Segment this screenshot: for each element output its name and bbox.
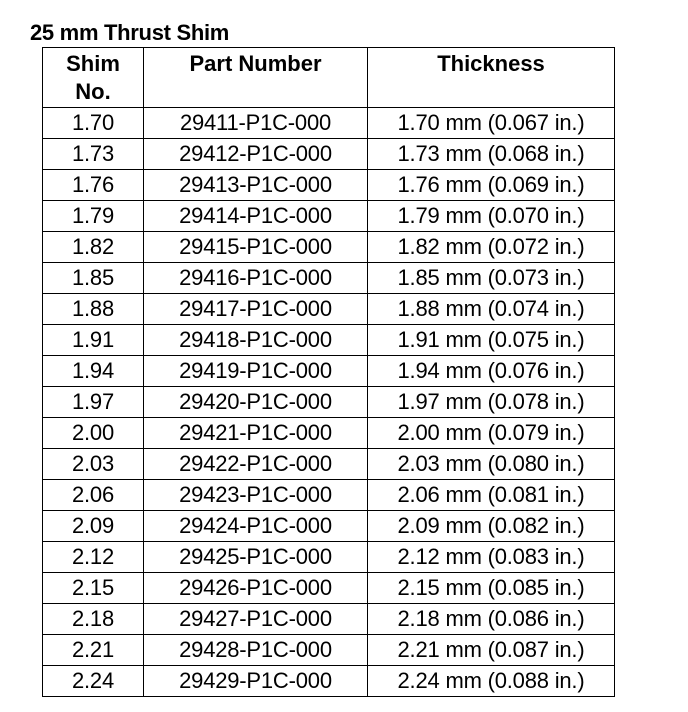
table-row: [43, 356, 615, 387]
table-row: [43, 635, 615, 666]
cell-part-number: 29426-P1C-000: [144, 573, 368, 604]
cell-part-number: 29411-P1C-000: [144, 108, 368, 139]
cell-thickness: 1.85 mm (0.073 in.): [368, 263, 615, 294]
table-row: [43, 418, 615, 449]
cell-part-number: 29412-P1C-000: [144, 139, 368, 170]
table-row: [43, 449, 615, 480]
table-row: [43, 294, 615, 325]
cell-shim-no: 2.09: [43, 511, 144, 542]
table-row: [43, 666, 615, 697]
cell-thickness: 2.03 mm (0.080 in.): [368, 449, 615, 480]
table-row: [43, 604, 615, 635]
cell-part-number: 29418-P1C-000: [144, 325, 368, 356]
cell-thickness: 2.06 mm (0.081 in.): [368, 480, 615, 511]
table-row: [43, 108, 615, 139]
cell-shim-no: 1.97: [43, 387, 144, 418]
table-row: [43, 201, 615, 232]
cell-part-number: 29416-P1C-000: [144, 263, 368, 294]
cell-thickness: 1.88 mm (0.074 in.): [368, 294, 615, 325]
cell-thickness: 1.94 mm (0.076 in.): [368, 356, 615, 387]
table-row: [43, 232, 615, 263]
cell-part-number: 29427-P1C-000: [144, 604, 368, 635]
cell-shim-no: 2.12: [43, 542, 144, 573]
cell-part-number: 29415-P1C-000: [144, 232, 368, 263]
cell-thickness: 2.21 mm (0.087 in.): [368, 635, 615, 666]
cell-shim-no: 1.73: [43, 139, 144, 170]
cell-part-number: 29425-P1C-000: [144, 542, 368, 573]
thrust-shim-table: [42, 47, 615, 697]
table-header: [43, 48, 615, 108]
cell-part-number: 29421-P1C-000: [144, 418, 368, 449]
cell-shim-no: 1.82: [43, 232, 144, 263]
cell-shim-no: 1.91: [43, 325, 144, 356]
cell-shim-no: 1.94: [43, 356, 144, 387]
cell-thickness: 1.79 mm (0.070 in.): [368, 201, 615, 232]
table-row: [43, 387, 615, 418]
header-row: [43, 48, 615, 108]
cell-thickness: 1.76 mm (0.069 in.): [368, 170, 615, 201]
table-row: [43, 170, 615, 201]
cell-thickness: 1.82 mm (0.072 in.): [368, 232, 615, 263]
cell-shim-no: 1.88: [43, 294, 144, 325]
table-row: [43, 139, 615, 170]
cell-thickness: 2.00 mm (0.079 in.): [368, 418, 615, 449]
header-shim-no-line2: No.: [75, 79, 111, 104]
cell-part-number: 29417-P1C-000: [144, 294, 368, 325]
cell-part-number: 29419-P1C-000: [144, 356, 368, 387]
table-row: [43, 542, 615, 573]
cell-thickness: 2.15 mm (0.085 in.): [368, 573, 615, 604]
cell-part-number: 29413-P1C-000: [144, 170, 368, 201]
cell-shim-no: 2.18: [43, 604, 144, 635]
cell-shim-no: 2.15: [43, 573, 144, 604]
cell-thickness: 1.70 mm (0.067 in.): [368, 108, 615, 139]
cell-thickness: 1.91 mm (0.075 in.): [368, 325, 615, 356]
header-shim-no-line1: Shim: [66, 51, 120, 76]
cell-part-number: 29422-P1C-000: [144, 449, 368, 480]
table-row: [43, 511, 615, 542]
cell-part-number: 29414-P1C-000: [144, 201, 368, 232]
table-row: [43, 480, 615, 511]
cell-shim-no: 2.00: [43, 418, 144, 449]
cell-part-number: 29420-P1C-000: [144, 387, 368, 418]
cell-thickness: 2.18 mm (0.086 in.): [368, 604, 615, 635]
cell-shim-no: 2.06: [43, 480, 144, 511]
cell-shim-no: 1.79: [43, 201, 144, 232]
cell-shim-no: 1.70: [43, 108, 144, 139]
table-row: [43, 573, 615, 604]
header-part-number: Part Number: [144, 48, 368, 108]
cell-shim-no: 2.24: [43, 666, 144, 697]
cell-part-number: 29423-P1C-000: [144, 480, 368, 511]
table-row: [43, 325, 615, 356]
cell-thickness: 1.97 mm (0.078 in.): [368, 387, 615, 418]
cell-thickness: 2.12 mm (0.083 in.): [368, 542, 615, 573]
cell-thickness: 2.09 mm (0.082 in.): [368, 511, 615, 542]
cell-shim-no: 2.21: [43, 635, 144, 666]
cell-shim-no: 1.76: [43, 170, 144, 201]
table-row: [43, 263, 615, 294]
cell-part-number: 29424-P1C-000: [144, 511, 368, 542]
cell-part-number: 29428-P1C-000: [144, 635, 368, 666]
header-shim-no: [43, 48, 144, 108]
table-body: [43, 108, 615, 697]
table-title: 25 mm Thrust Shim: [30, 20, 230, 45]
cell-thickness: 2.24 mm (0.088 in.): [368, 666, 615, 697]
cell-shim-no: 2.03: [43, 449, 144, 480]
cell-shim-no: 1.85: [43, 263, 144, 294]
cell-thickness: 1.73 mm (0.068 in.): [368, 139, 615, 170]
cell-part-number: 29429-P1C-000: [144, 666, 368, 697]
header-thickness: Thickness: [368, 48, 615, 108]
